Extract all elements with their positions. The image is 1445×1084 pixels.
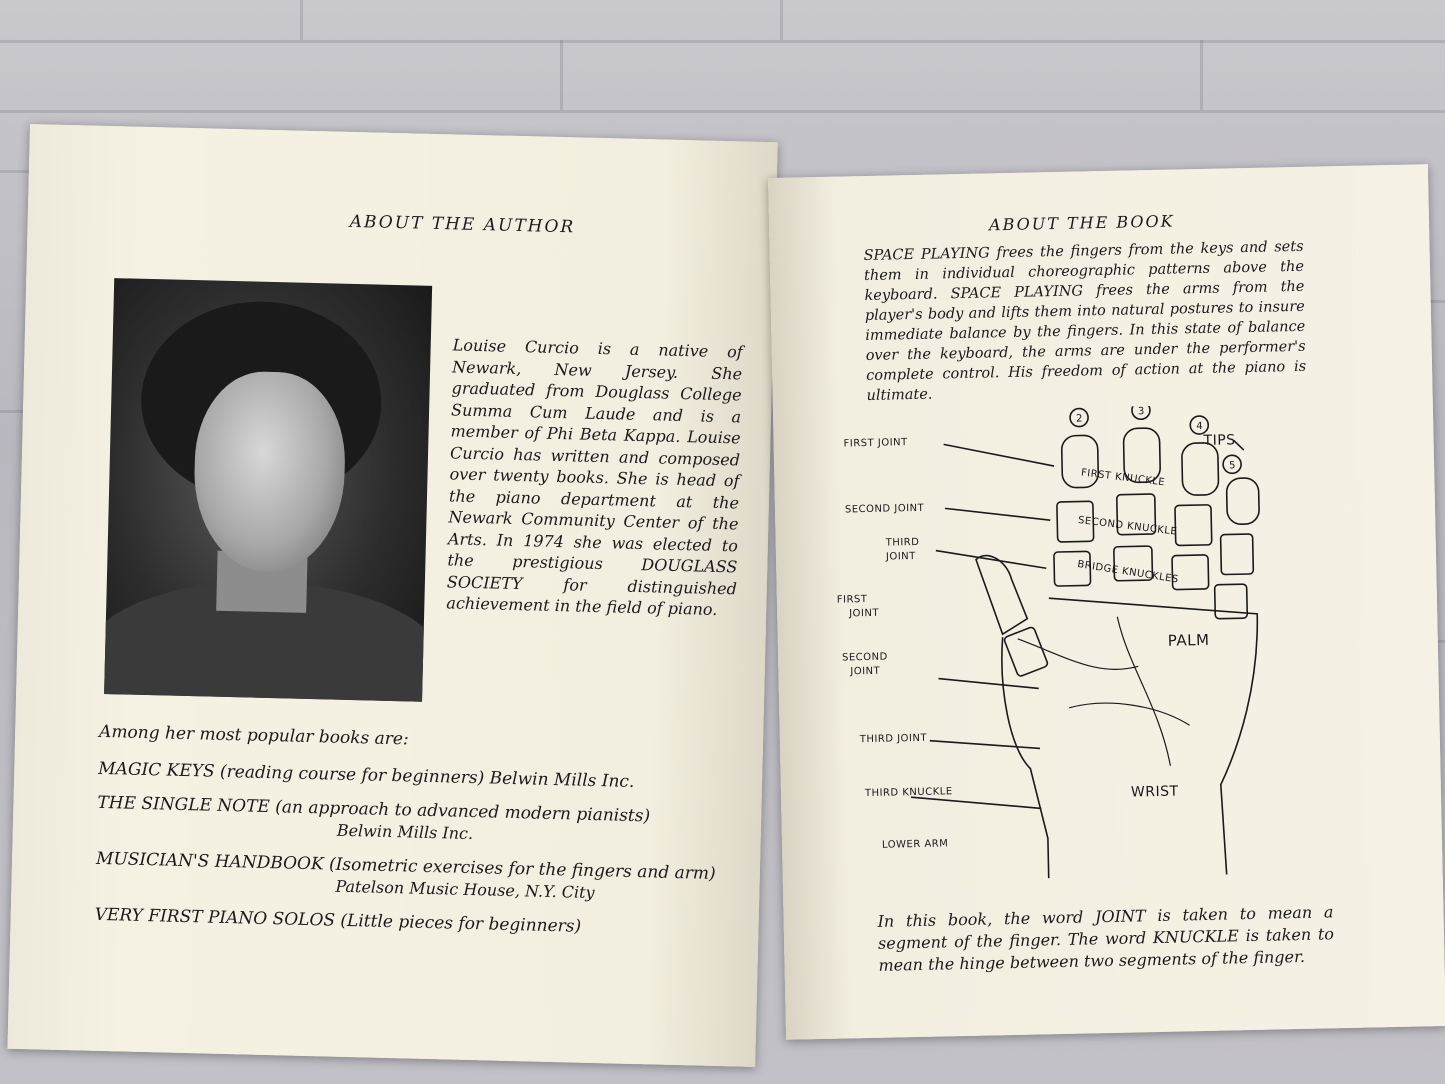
label-bridge-knuckles: BRIDGE KNUCKLES [1076, 559, 1180, 586]
label-third-joint-a: THIRD [885, 536, 920, 549]
hand-diagram [833, 403, 1313, 883]
label-second-knuckle: SECOND KNUCKLE [1077, 514, 1178, 538]
book-entry [94, 904, 724, 941]
author-bio: Louise Curcio is a native of Newark, New Jersey. She graduated from Douglass College Summa Cum Laude and is a member of Phi Beta Kappa. Louise Curcio has written and composed over twenty books. She is head of the piano department at the Newark Community Center of the Arts. In 1974 she was elected to the prestigious DOUGLASS SOCIETY for distinguished achievement in the field of piano. [446, 335, 743, 619]
label-finger-2: 2 [1076, 413, 1084, 425]
label-second-joint: SECOND JOINT [844, 502, 925, 516]
books-intro: Among her most popular books are: [98, 721, 409, 750]
label-first-knuckle: FIRST KNUCKLE [1080, 467, 1166, 489]
label-third-knuckle: THIRD KNUCKLE [864, 786, 953, 800]
label-finger-5: 5 [1229, 460, 1237, 472]
label-first-joint: FIRST JOINT [843, 437, 908, 450]
label-tips: TIPS [1203, 432, 1236, 449]
right-page [768, 164, 1445, 1040]
footer-paragraph: In this book, the word JOINT is taken to mean a segment of the finger. The word KNUCKLE is taken to mean the hinge between two segments of the finger. [877, 902, 1335, 975]
book-note: (Little pieces for beginners) [340, 910, 582, 937]
label-finger-3: 3 [1137, 406, 1145, 418]
book-note: (reading course for beginners) Belwin Mills Inc. [219, 761, 635, 792]
label-thumb-second-a: SECOND [841, 651, 888, 664]
brick-mortar [780, 0, 783, 40]
finger-4-tip [1182, 443, 1219, 496]
label-thumb-second-b: JOINT [850, 665, 881, 678]
brick-mortar [0, 110, 1445, 113]
books-list [94, 722, 729, 953]
label-thumb-first-a: FIRST [836, 594, 868, 606]
book-note: (Isometric exercises for the fingers and arm) [328, 854, 716, 884]
brick-mortar [1200, 40, 1203, 110]
left-page [7, 124, 777, 1067]
label-third-joint: THIRD JOINT [859, 732, 928, 746]
author-photo [104, 278, 432, 702]
brick-mortar [560, 40, 563, 110]
label-third-joint-b: JOINT [885, 550, 916, 563]
photo-face [192, 370, 347, 574]
finger-5-tip [1226, 478, 1259, 525]
book-intro-paragraph: SPACE PLAYING frees the fingers from the keys and sets them in individual choreographic patterns above the keyboard. SPACE PLAYING frees the arms from the player's body and lifts them into natural postures to insure immediate balance by the fingers. In this state of balance over the keyboard, the arms are under the performer's complete control. His freedom of action at the piano is ultimate. [863, 238, 1307, 404]
brick-mortar [0, 40, 1445, 43]
page-title: ABOUT THE AUTHOR [349, 211, 576, 238]
book-note: (an approach to advanced modern pianists) [275, 797, 651, 827]
label-wrist: WRIST [1130, 783, 1179, 801]
book-entry [98, 758, 728, 795]
book-entry [95, 848, 726, 907]
book-title: VERY FIRST PIANO SOLOS [94, 904, 336, 931]
finger-2-tip [1061, 435, 1098, 488]
label-thumb-first-b: JOINT [849, 607, 880, 620]
label-palm: PALM [1167, 630, 1210, 650]
book-publisher: Belwin Mills Inc. [336, 820, 474, 844]
brick-mortar [300, 0, 303, 40]
book-publisher: Patelson Music House, N.Y. City [335, 876, 595, 903]
book-title: THE SINGLE NOTE [97, 792, 271, 818]
book-entry [97, 792, 728, 851]
book-title: MAGIC KEYS [98, 758, 215, 782]
label-finger-4: 4 [1196, 420, 1204, 433]
page-title: ABOUT THE BOOK [988, 211, 1175, 235]
book-title: MUSICIAN'S HANDBOOK [95, 848, 324, 875]
label-lower-arm: LOWER ARM [881, 838, 949, 851]
